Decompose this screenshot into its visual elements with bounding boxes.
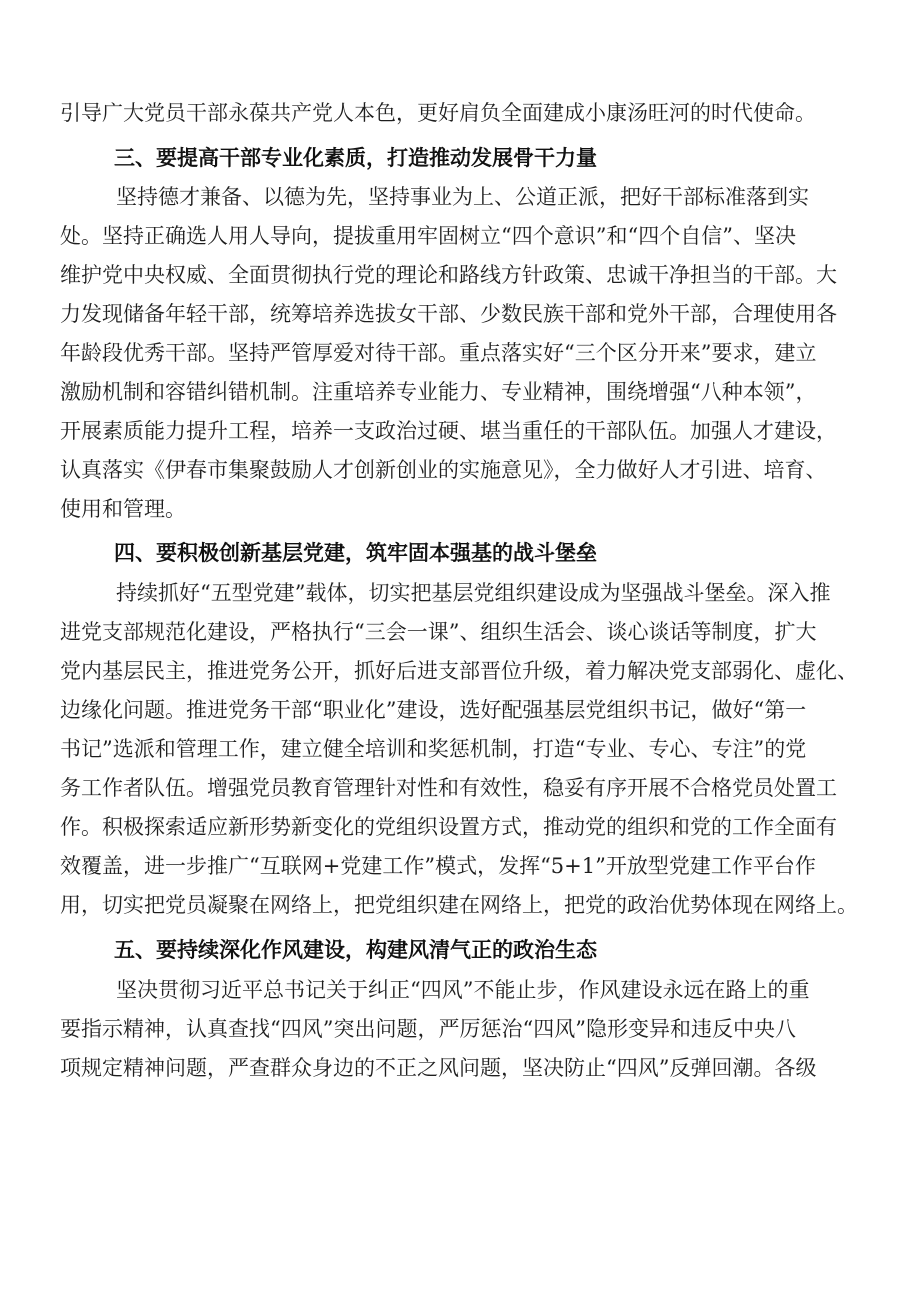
- paragraph-line: 处。坚持正确选人用人导向，提拔重用牢固树立“四个意识”和“四个自信”、坚决: [60, 224, 796, 248]
- section-heading-3: 三、要提高干部专业化素质，打造推动发展骨干力量: [114, 146, 597, 170]
- section-heading-5: 五、要持续深化作风建设，构建风清气正的政治生态: [114, 938, 597, 962]
- paragraph-line: 力发现储备年轻干部，统筹培养选拔女干部、少数民族干部和党外干部，合理使用各: [60, 302, 837, 326]
- paragraph-line: 使用和管理。: [60, 497, 186, 521]
- intro-line: 引导广大党员干部永葆共产党人本色，更好肩负全面建成小康汤旺河的时代使命。: [60, 101, 816, 125]
- paragraph-line: 坚持德才兼备、以德为先，坚持事业为上、公道正派，把好干部标准落到实: [116, 185, 809, 209]
- paragraph-line: 务工作者队伍。增强党员教育管理针对性和有效性，稳妥有序开展不合格党员处置工: [60, 776, 837, 800]
- paragraph-line: 开展素质能力提升工程，培养一支政治过硬、堪当重任的干部队伍。加强人才建设，: [60, 419, 837, 443]
- paragraph-line: 边缘化问题。推进党务干部“职业化”建设，选好配强基层党组织书记，做好“第一: [60, 698, 807, 722]
- paragraph-line: 年龄段优秀干部。坚持严管厚爱对待干部。重点落实好“三个区分开来”要求，建立: [60, 341, 817, 365]
- paragraph-line: 党内基层民主，推进党务公开，抓好后进支部晋位升级，着力解决党支部弱化、虚化、: [60, 659, 858, 683]
- paragraph-line: 认真落实《伊春市集聚鼓励人才创新创业的实施意见》，全力做好人才引进、培育、: [60, 458, 827, 482]
- paragraph-line: 效覆盖，进一步推广“互联网+党建工作”模式，发挥“5+1”开放型党建工作平台作: [60, 854, 816, 878]
- paragraph-line: 维护党中央权威、全面贯彻执行党的理论和路线方针政策、忠诚干净担当的干部。大: [60, 263, 837, 287]
- paragraph-line: 坚决贯彻习近平总书记关于纠正“四风”不能止步，作风建设永远在路上的重: [116, 978, 810, 1002]
- paragraph-line: 激励机制和容错纠错机制。注重培养专业能力、专业精神，围绕增强“八种本领”，: [60, 380, 817, 404]
- paragraph-line: 要指示精神，认真查找“四风”突出问题，严厉惩治“四风”隐形变异和违反中央八: [60, 1017, 796, 1041]
- paragraph-line: 持续抓好“五型党建”载体，切实把基层党组织建设成为坚强战斗堡垒。深入推: [116, 581, 831, 605]
- section-heading-4: 四、要积极创新基层党建，筑牢固本强基的战斗堡垒: [114, 541, 597, 565]
- paragraph-line: 进党支部规范化建设，严格执行“三会一课”、组织生活会、谈心谈话等制度，扩大: [60, 620, 817, 644]
- paragraph-line: 用，切实把党员凝聚在网络上，把党组织建在网络上，把党的政治优势体现在网络上。: [60, 893, 858, 917]
- paragraph-line: 项规定精神问题，严查群众身边的不正之风问题，坚决防止“四风”反弹回潮。各级: [60, 1056, 817, 1080]
- paragraph-line: 书记”选派和管理工作，建立健全培训和奖惩机制，打造“专业、专心、专注”的党: [60, 737, 807, 761]
- paragraph-line: 作。积极探索适应新形势新变化的党组织设置方式，推动党的组织和党的工作全面有: [60, 815, 837, 839]
